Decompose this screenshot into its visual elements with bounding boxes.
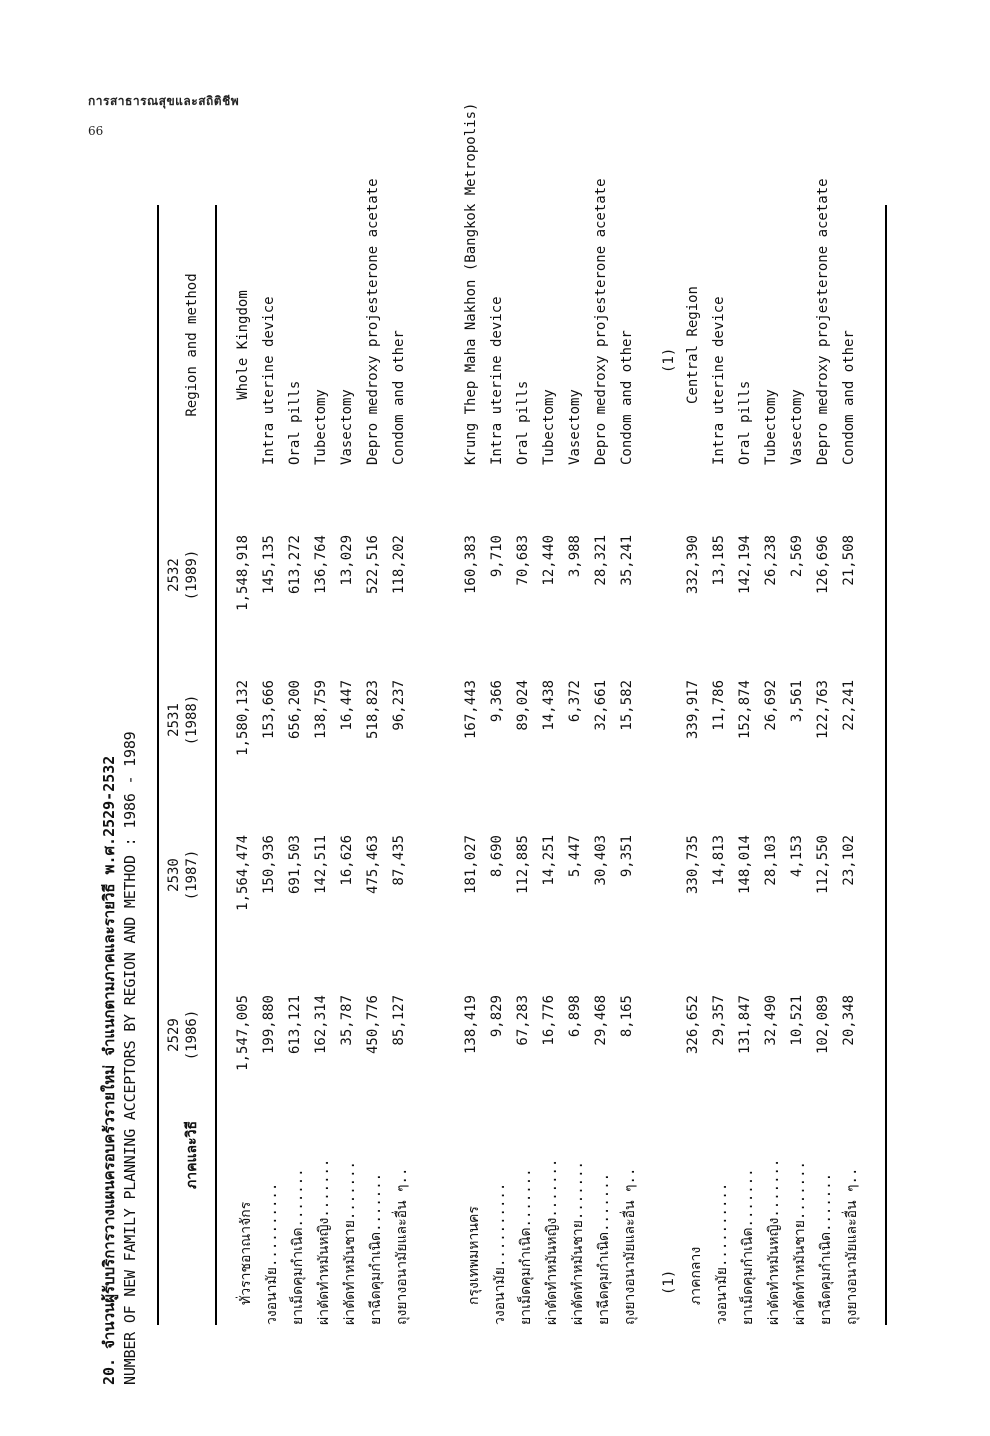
- year-en: (1988): [184, 694, 200, 746]
- row-label-thai: ยาเม็ดคุมกำเนิด.......: [518, 1168, 534, 1325]
- cell-value: 9,829: [489, 995, 505, 1038]
- year-en: (1986): [184, 1009, 200, 1061]
- cell-value: 142,511: [313, 835, 329, 895]
- cell-value: 35,241: [619, 535, 635, 586]
- cell-value: 16,626: [339, 835, 355, 886]
- cell-value: 9,366: [489, 680, 505, 723]
- cell-value: 1,564,474: [235, 835, 251, 911]
- table-row: [711, 185, 737, 1385]
- table-row: [737, 185, 763, 1385]
- cell-value: 28,321: [593, 535, 609, 586]
- cell-value: 32,661: [593, 680, 609, 731]
- cell-value: 8,165: [619, 995, 635, 1038]
- row-label-english: Vasectomy: [339, 389, 355, 465]
- cell-value: 70,683: [515, 535, 531, 586]
- row-label-thai: ยาฉีดคุมกำเนิด.......: [596, 1172, 612, 1325]
- table-row: [489, 185, 515, 1385]
- row-label-thai: ยาเม็ดคุมกำเนิด.......: [740, 1168, 756, 1325]
- column-header-thai: ภาคและวิธี: [184, 1121, 200, 1189]
- cell-value: 4,153: [789, 835, 805, 878]
- cell-value: 13,029: [339, 535, 355, 586]
- row-label-thai: ยาฉีดคุมกำเนิด.......: [368, 1172, 384, 1325]
- row-label-english: Intra uterine device: [489, 296, 505, 465]
- column-header-year-1986: [165, 985, 201, 1085]
- table-row: [619, 185, 645, 1385]
- cell-value: 1,547,005: [235, 995, 251, 1071]
- table-caption-english: NUMBER OF NEW FAMILY PLANNING ACCEPTORS BY REGION AND METHOD : 1986 - 1989: [121, 731, 139, 1385]
- row-label-thai: วงอนามัย..........: [492, 1182, 508, 1325]
- cell-value: 1,580,132: [235, 680, 251, 756]
- row-label-thai: ทั่วราชอาณาจักร: [238, 1201, 254, 1305]
- row-label-thai: ผ่าตัดทำหมันหญิง.......: [544, 1158, 560, 1325]
- row-label-thai: ผ่าตัดทำหมันชาย.......: [342, 1161, 358, 1325]
- cell-value: 518,823: [365, 680, 381, 740]
- column-header-year-1989: [165, 525, 201, 625]
- note-mark-thai: (1): [661, 1269, 677, 1295]
- cell-value: 138,759: [313, 680, 329, 740]
- row-label-english: Intra uterine device: [261, 296, 277, 465]
- cell-value: 330,735: [685, 835, 701, 895]
- cell-value: 148,014: [737, 835, 753, 895]
- running-title: การสาธารณสุขและสถิติชีพ: [88, 94, 240, 108]
- cell-value: 112,885: [515, 835, 531, 895]
- cell-value: 122,763: [815, 680, 831, 740]
- row-label-english: Condom and other: [619, 330, 635, 465]
- section-heading-row: [463, 102, 489, 1385]
- cell-value: 14,251: [541, 835, 557, 886]
- cell-value: 30,403: [593, 835, 609, 886]
- row-label-english: Tubectomy: [541, 389, 557, 465]
- cell-value: 12,440: [541, 535, 557, 586]
- cell-value: 475,463: [365, 835, 381, 895]
- row-label-english: Depro medroxy projesterone acetate: [593, 178, 609, 465]
- row-label-thai: ถุงยางอนามัยและอื่น ๆ..: [844, 1167, 860, 1325]
- table-row: [365, 178, 391, 1385]
- page-number: 66: [88, 124, 104, 138]
- cell-value: 29,357: [711, 995, 727, 1046]
- row-label-english: Condom and other: [391, 330, 407, 465]
- row-label-thai: ยาเม็ดคุมกำเนิด.......: [290, 1168, 306, 1325]
- cell-value: 9,710: [489, 535, 505, 578]
- year-th: 2531: [166, 703, 182, 737]
- table-row: [763, 185, 789, 1385]
- cell-value: 6,898: [567, 995, 583, 1038]
- column-header-english: Region and method: [184, 273, 200, 417]
- row-label-english: Condom and other: [841, 330, 857, 465]
- table-caption-thai: 20. จำนวนผู้รับบริการวางแผนครอบครัวรายใหม่ จำแนกตามภาคและรายวิธี พ.ศ.2529-2532: [100, 755, 118, 1385]
- cell-value: 145,135: [261, 535, 277, 595]
- cell-value: 15,582: [619, 680, 635, 731]
- cell-value: 160,383: [463, 535, 479, 595]
- cell-value: 85,127: [391, 995, 407, 1046]
- bottom-rule: [885, 205, 887, 1325]
- year-en: (1987): [184, 849, 200, 901]
- table-row: [593, 178, 619, 1385]
- cell-value: 162,314: [313, 995, 329, 1055]
- row-label-english: Vasectomy: [789, 389, 805, 465]
- section-heading-row: [235, 185, 261, 1385]
- cell-value: 450,776: [365, 995, 381, 1055]
- cell-value: 1,548,918: [235, 535, 251, 611]
- cell-value: 29,468: [593, 995, 609, 1046]
- cell-value: 126,696: [815, 535, 831, 595]
- cell-value: 26,238: [763, 535, 779, 586]
- table-row: [815, 178, 841, 1385]
- cell-value: 691,503: [287, 835, 303, 895]
- cell-value: 35,787: [339, 995, 355, 1046]
- column-header-year-1987: [165, 825, 201, 925]
- cell-value: 131,847: [737, 995, 753, 1055]
- table-row: [567, 185, 593, 1385]
- row-label-thai: วงอนามัย..........: [714, 1182, 730, 1325]
- row-label-english: Whole Kingdom: [235, 290, 251, 400]
- cell-value: 8,690: [489, 835, 505, 878]
- row-label-english: Depro medroxy projesterone acetate: [815, 178, 831, 465]
- row-label-thai: ผ่าตัดทำหมันหญิง.......: [316, 1158, 332, 1325]
- row-label-thai: วงอนามัย..........: [264, 1182, 280, 1325]
- year-th: 2532: [166, 558, 182, 592]
- row-label-english: Tubectomy: [313, 389, 329, 465]
- year-th: 2529: [166, 1018, 182, 1052]
- cell-value: 3,561: [789, 680, 805, 723]
- column-header-year-1988: [165, 670, 201, 770]
- row-label-english: Vasectomy: [567, 389, 583, 465]
- rotated-table: [95, 102, 895, 1385]
- cell-value: 138,419: [463, 995, 479, 1055]
- row-label-thai: ผ่าตัดทำหมันชาย.......: [570, 1161, 586, 1325]
- cell-value: 118,202: [391, 535, 407, 595]
- cell-value: 13,185: [711, 535, 727, 586]
- row-label-english: Krung Thep Maha Nakhon (Bangkok Metropolis): [463, 102, 479, 465]
- cell-value: 181,027: [463, 835, 479, 895]
- cell-value: 26,692: [763, 680, 779, 731]
- cell-value: 332,390: [685, 535, 701, 595]
- row-label-english: Intra uterine device: [711, 296, 727, 465]
- table-row: [515, 185, 541, 1385]
- cell-value: 142,194: [737, 535, 753, 595]
- cell-value: 9,351: [619, 835, 635, 878]
- table-row: [541, 185, 567, 1385]
- cell-value: 2,569: [789, 535, 805, 578]
- row-label-english: Oral pills: [287, 380, 303, 465]
- cell-value: 14,438: [541, 680, 557, 731]
- cell-value: 6,372: [567, 680, 583, 723]
- table-row: [391, 185, 417, 1385]
- table-row: [841, 185, 867, 1385]
- row-label-thai: ยาฉีดคุมกำเนิด.......: [818, 1172, 834, 1325]
- cell-value: 16,776: [541, 995, 557, 1046]
- row-label-english: Depro medroxy projesterone acetate: [365, 178, 381, 465]
- row-label-thai: ถุงยางอนามัยและอื่น ๆ..: [622, 1167, 638, 1325]
- row-label-thai: กรุงเทพมหานคร: [466, 1206, 482, 1305]
- cell-value: 23,102: [841, 835, 857, 886]
- cell-value: 67,283: [515, 995, 531, 1046]
- cell-value: 20,348: [841, 995, 857, 1046]
- cell-value: 10,521: [789, 995, 805, 1046]
- cell-value: 522,516: [365, 535, 381, 595]
- section-heading-row: [685, 185, 711, 1385]
- cell-value: 152,874: [737, 680, 753, 740]
- year-th: 2530: [166, 858, 182, 892]
- cell-value: 150,936: [261, 835, 277, 895]
- cell-value: 153,666: [261, 680, 277, 740]
- cell-value: 102,089: [815, 995, 831, 1055]
- cell-value: 28,103: [763, 835, 779, 886]
- row-label-english: Central Region: [685, 286, 701, 405]
- cell-value: 32,490: [763, 995, 779, 1046]
- row-label-english: Oral pills: [515, 380, 531, 465]
- top-rule: [157, 205, 159, 1325]
- row-label-thai: ผ่าตัดทำหมันหญิง.......: [766, 1158, 782, 1325]
- cell-value: 21,508: [841, 535, 857, 586]
- row-label-english: Tubectomy: [763, 389, 779, 465]
- table-row: [261, 185, 287, 1385]
- table-row: [789, 185, 815, 1385]
- cell-value: 22,241: [841, 680, 857, 731]
- cell-value: 3,988: [567, 535, 583, 578]
- cell-value: 167,443: [463, 680, 479, 740]
- cell-value: 89,024: [515, 680, 531, 731]
- note-mark-english: (1): [661, 347, 677, 373]
- row-label-thai: ถุงยางอนามัยและอื่น ๆ..: [394, 1167, 410, 1325]
- cell-value: 96,237: [391, 680, 407, 731]
- cell-value: 656,200: [287, 680, 303, 740]
- table-row: [287, 185, 313, 1385]
- table-row: [313, 185, 339, 1385]
- row-label-english: Oral pills: [737, 380, 753, 465]
- cell-value: 613,121: [287, 995, 303, 1055]
- year-en: (1989): [184, 549, 200, 601]
- row-label-thai: ภาคกลาง: [688, 1246, 704, 1305]
- cell-value: 5,447: [567, 835, 583, 878]
- cell-value: 14,813: [711, 835, 727, 886]
- header-rule: [215, 205, 217, 1325]
- cell-value: 16,447: [339, 680, 355, 731]
- cell-value: 11,786: [711, 680, 727, 731]
- cell-value: 613,272: [287, 535, 303, 595]
- cell-value: 112,550: [815, 835, 831, 895]
- cell-value: 326,652: [685, 995, 701, 1055]
- cell-value: 136,764: [313, 535, 329, 595]
- cell-value: 339,917: [685, 680, 701, 740]
- table-row: [339, 185, 365, 1385]
- cell-value: 199,880: [261, 995, 277, 1055]
- cell-value: 87,435: [391, 835, 407, 886]
- row-label-thai: ผ่าตัดทำหมันชาย.......: [792, 1161, 808, 1325]
